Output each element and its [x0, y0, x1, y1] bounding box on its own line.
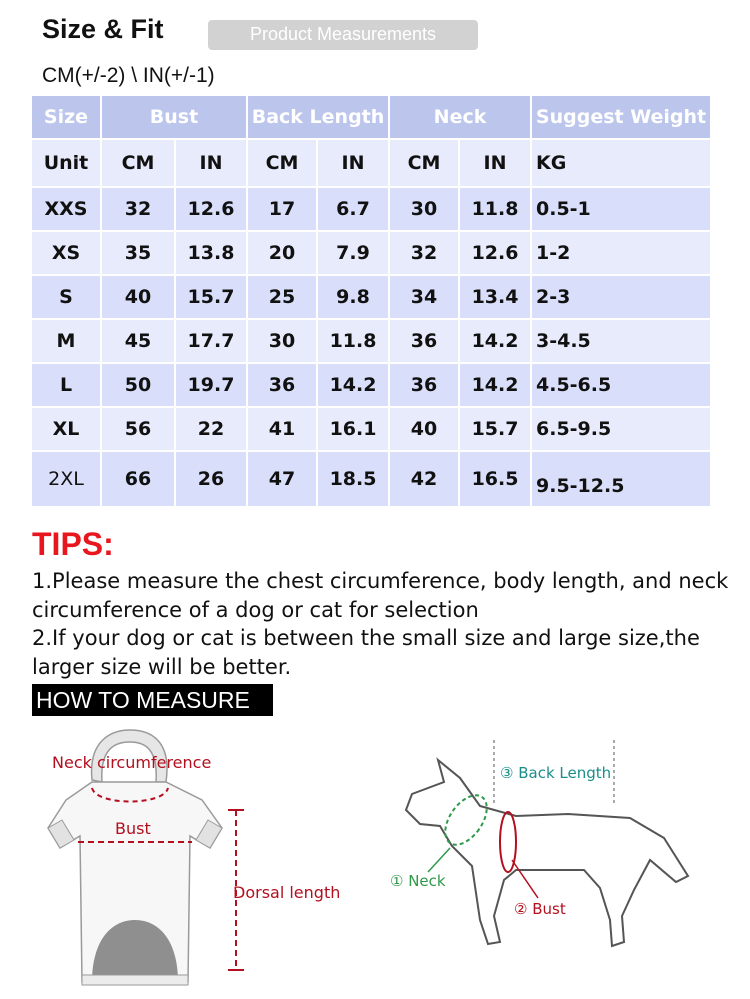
- unit-cell: CM: [390, 140, 460, 188]
- table-cell: 40: [390, 408, 460, 452]
- size-cell: XXS: [32, 188, 102, 232]
- unit-cell: CM: [248, 140, 318, 188]
- table-cell: 9.8: [318, 276, 390, 320]
- table-cell: 36: [390, 364, 460, 408]
- weight-cell: 2-3: [532, 276, 712, 320]
- header-suggest-weight: Suggest Weight: [532, 96, 712, 140]
- table-cell: 12.6: [460, 232, 532, 276]
- table-cell: 30: [390, 188, 460, 232]
- table-cell: 30: [248, 320, 318, 364]
- table-cell: 13.8: [176, 232, 248, 276]
- weight-cell: 9.5-12.5: [532, 452, 712, 508]
- table-row: [32, 276, 712, 320]
- unit-cell: IN: [176, 140, 248, 188]
- tip-line-1: 1.Please measure the chest circumference, body length, and neck circumference of a dog or cat for selection: [32, 569, 729, 622]
- header-neck: Neck: [390, 96, 532, 140]
- table-cell: 15.7: [460, 408, 532, 452]
- table-cell: 42: [390, 452, 460, 508]
- unit-cell: IN: [318, 140, 390, 188]
- table-cell: 19.7: [176, 364, 248, 408]
- table-row: [32, 364, 712, 408]
- table-cell: 45: [102, 320, 176, 364]
- table-cell: 66: [102, 452, 176, 508]
- table-cell: 14.2: [460, 320, 532, 364]
- unit-cell: Unit: [32, 140, 102, 188]
- table-cell: 26: [176, 452, 248, 508]
- weight-cell: 4.5-6.5: [532, 364, 712, 408]
- table-header-row: [32, 96, 712, 140]
- table-row: [32, 188, 712, 232]
- weight-cell: 6.5-9.5: [532, 408, 712, 452]
- size-cell: XL: [32, 408, 102, 452]
- table-cell: 36: [248, 364, 318, 408]
- table-cell: 47: [248, 452, 318, 508]
- page-title: Size & Fit: [42, 14, 164, 44]
- back-length-label: ③ Back Length: [500, 764, 612, 782]
- weight-cell: 1-2: [532, 232, 712, 276]
- weight-cell: 0.5-1: [532, 188, 712, 232]
- tip-line-2: 2.If your dog or cat is between the small size and large size,the larger size will be better.: [32, 626, 700, 679]
- header-size: Size: [32, 96, 102, 140]
- unit-cell: KG: [532, 140, 712, 188]
- table-cell: 41: [248, 408, 318, 452]
- size-cell: L: [32, 364, 102, 408]
- table-cell: 11.8: [460, 188, 532, 232]
- how-to-measure-heading: HOW TO MEASURE: [32, 684, 273, 716]
- table-cell: 18.5: [318, 452, 390, 508]
- table-cell: 20: [248, 232, 318, 276]
- table-cell: 17: [248, 188, 318, 232]
- table-cell: 25: [248, 276, 318, 320]
- unit-cell: IN: [460, 140, 532, 188]
- table-cell: 56: [102, 408, 176, 452]
- size-cell: 2XL: [32, 452, 102, 508]
- table-cell: 16.5: [460, 452, 532, 508]
- table-cell: 17.7: [176, 320, 248, 364]
- table-cell: 7.9: [318, 232, 390, 276]
- size-chart-table: [32, 96, 712, 508]
- dorsal-length-label: Dorsal length: [233, 883, 341, 902]
- unit-cell: CM: [102, 140, 176, 188]
- table-cell: 13.4: [460, 276, 532, 320]
- size-cell: S: [32, 276, 102, 320]
- table-cell: 6.7: [318, 188, 390, 232]
- table-cell: 15.7: [176, 276, 248, 320]
- table-cell: 16.1: [318, 408, 390, 452]
- table-cell: 11.8: [318, 320, 390, 364]
- tips-title: TIPS:: [32, 526, 114, 562]
- table-cell: 22: [176, 408, 248, 452]
- table-cell: 32: [102, 188, 176, 232]
- weight-cell: 3-4.5: [532, 320, 712, 364]
- dog-neck-label: ① Neck: [390, 872, 446, 890]
- table-row: [32, 232, 712, 276]
- product-measurements-badge: Product Measurements: [208, 20, 478, 50]
- table-cell: 40: [102, 276, 176, 320]
- neck-circumference-label: Neck circumference: [52, 753, 212, 772]
- unit-row: [32, 140, 712, 188]
- size-cell: XS: [32, 232, 102, 276]
- table-cell: 36: [390, 320, 460, 364]
- table-cell: 12.6: [176, 188, 248, 232]
- measure-diagram: [0, 720, 750, 999]
- size-cell: M: [32, 320, 102, 364]
- bust-label: Bust: [115, 819, 151, 838]
- table-cell: 14.2: [318, 364, 390, 408]
- table-cell: 50: [102, 364, 176, 408]
- table-cell: 34: [390, 276, 460, 320]
- dog-bust-label: ② Bust: [514, 900, 566, 918]
- table-row: [32, 408, 712, 452]
- table-cell: 35: [102, 232, 176, 276]
- units-note: CM(+/-2) \ IN(+/-1): [42, 64, 215, 87]
- header-bust: Bust: [102, 96, 248, 140]
- table-row: [32, 452, 712, 508]
- table-cell: 32: [390, 232, 460, 276]
- header-back-length: Back Length: [248, 96, 390, 140]
- table-row: [32, 320, 712, 364]
- table-cell: 14.2: [460, 364, 532, 408]
